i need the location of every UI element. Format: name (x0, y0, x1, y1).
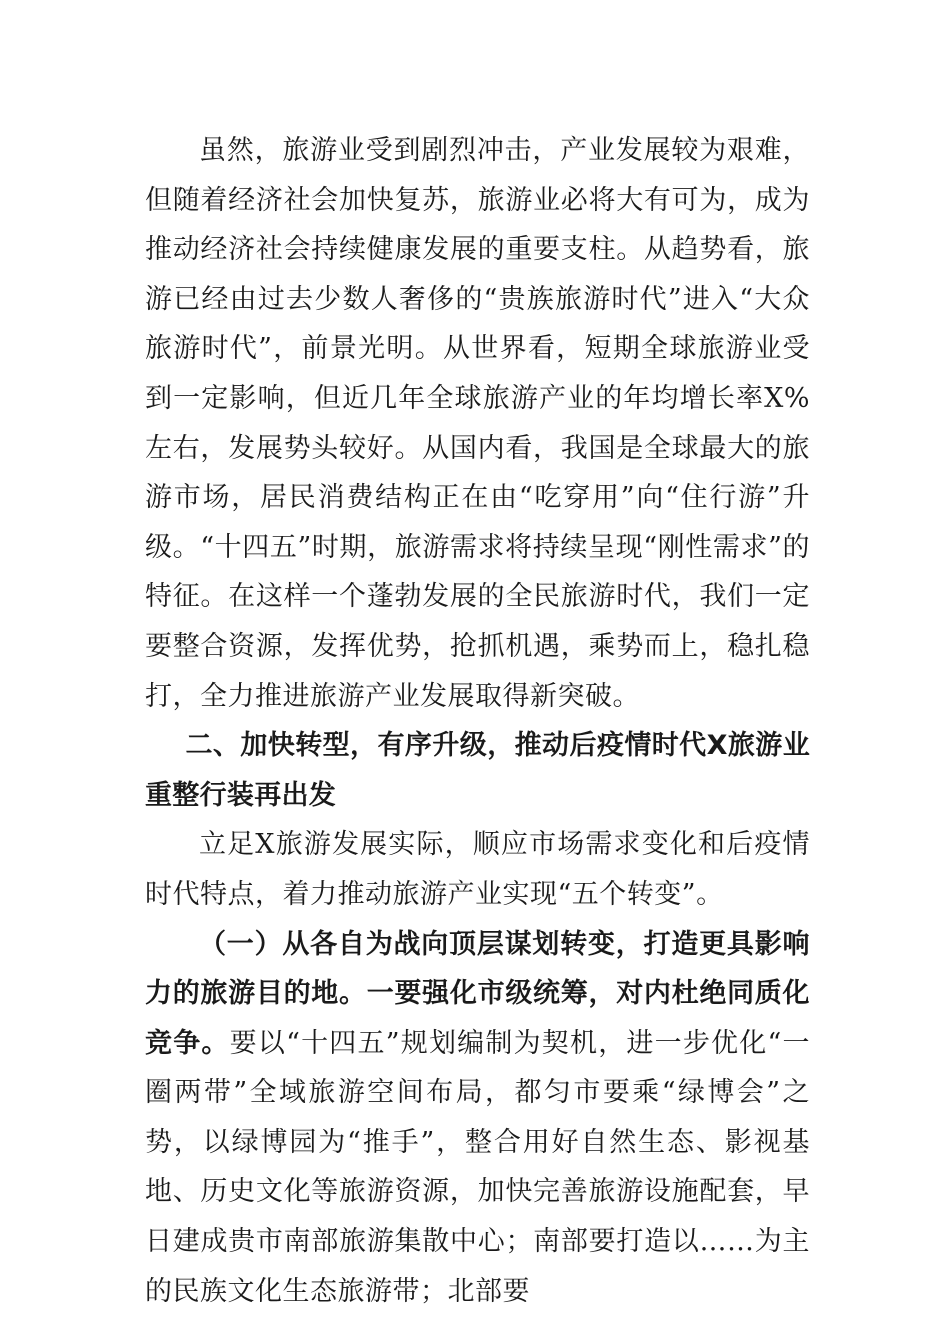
subsection-1-body: 要以“十四五”规划编制为契机，进一步优化“一圈两带”全域旅游空间布局，都匀市要乘“绿博会”之势，以绿博园为“推手”，整合用好自然生态、影视基地、历史文化等旅游资源，加快完善旅游设施配套，早日建成贵市南部旅游集散中心；南部要打造以……为主的民族文化生态旅游带；北部要 (145, 1027, 810, 1307)
section-heading-2: 二、加快转型，有序升级，推动后疫情时代X旅游业重整行装再出发 (145, 730, 810, 811)
document-body (145, 126, 810, 1316)
paragraph-subsection-1 (145, 920, 810, 1317)
paragraph-tourism-outlook: 虽然，旅游业受到剧烈冲击，产业发展较为艰难，但随着经济社会加快复苏，旅游业必将大有可为，成为推动经济社会持续健康发展的重要支柱。从趋势看，旅游已经由过去少数人奢侈的“贵族旅游时代”进入“大众旅游时代”，前景光明。从世界看，短期全球旅游业受到一定影响，但近几年全球旅游产业的年均增长率X%左右，发展势头较好。从国内看，我国是全球最大的旅游市场，居民消费结构正在由“吃穿用”向“住行游”升级。“十四五”时期，旅游需求将持续呈现“刚性需求”的特征。在这样一个蓬勃发展的全民旅游时代，我们一定要整合资源，发挥优势，抢抓机遇，乘势而上，稳扎稳打，全力推进旅游产业发展取得新突破。 (145, 135, 810, 712)
paragraph-five-transformations: 立足X旅游发展实际，顺应市场需求变化和后疫情时代特点，着力推动旅游产业实现“五个转变”。 (145, 829, 810, 910)
subsection-1-lead: （一）从各自为战向顶层谋划转变，打造更具影响力的旅游目的地。一要强化市级统筹，对内杜绝同质化竞争。 (145, 928, 810, 1059)
